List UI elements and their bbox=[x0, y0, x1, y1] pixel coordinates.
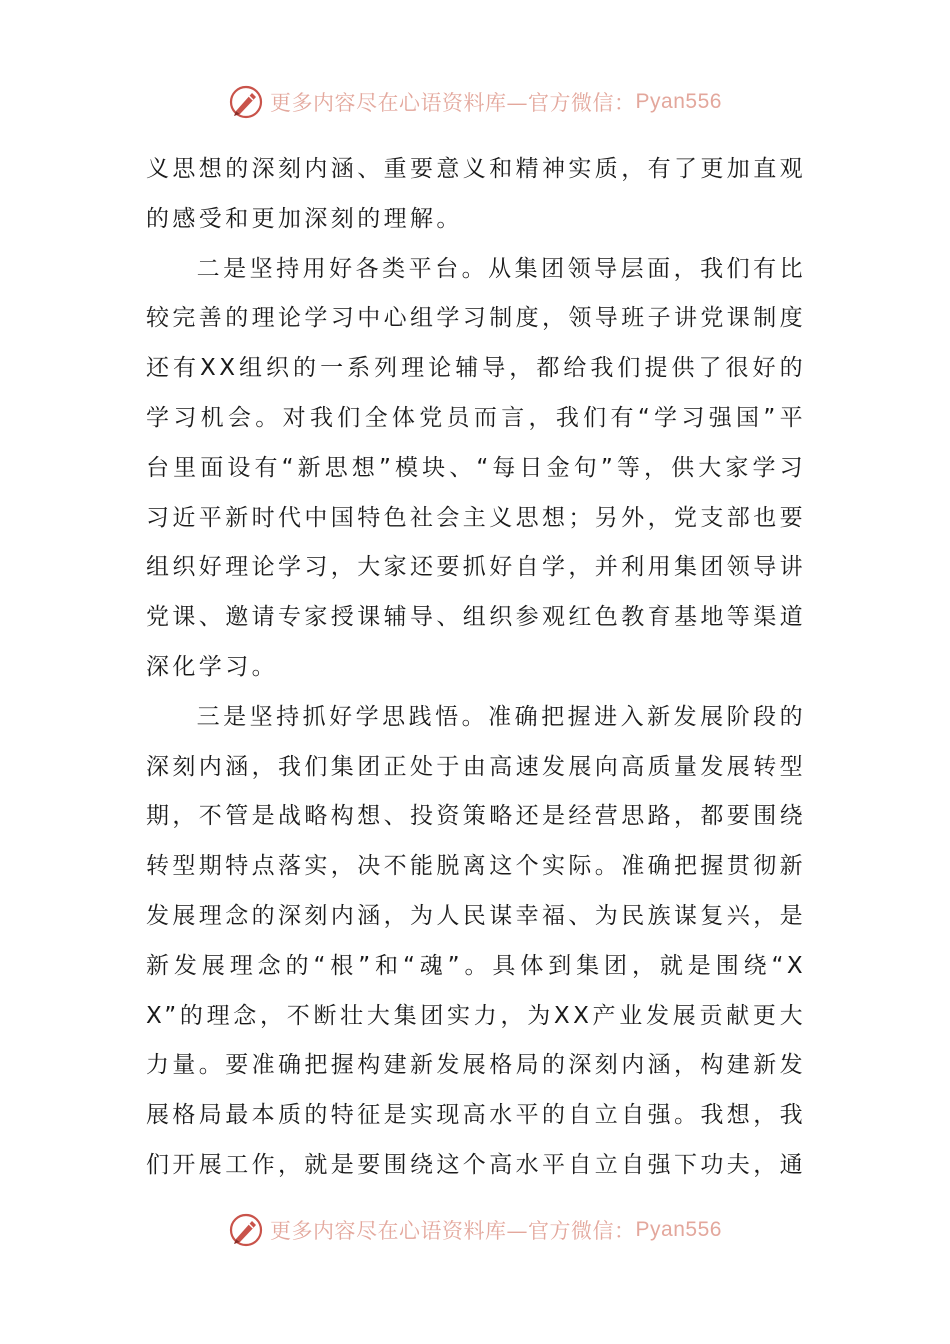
paragraph-practice: 三是坚持抓好学思践悟。准确把握进入新发展阶段的深刻内涵，我们集团正处于由高速发展向高质量发展转型期，不管是战略构想、投资策略还是经营思路，都要围绕转型期特点落实，决不能脱离这个实际。准确把握贯彻新发展理念的深刻内涵，为人民谋幸福、为民族谋复兴，是新发展理念的“根”和“魂”。具体到集团，就是围绕“XX”的理念，不断壮大集团实力，为XX产业发展贡献更大力量。要准确把握构建新发展格局的深刻内涵，构建新发展格局最本质的特征是实现高水平的自立自强。我想，我们开展工作，就是要围绕这个高水平自立自强下功夫，通 bbox=[146, 703, 806, 1178]
footer-watermark bbox=[0, 1208, 950, 1252]
wechat-id: Pyan556 bbox=[635, 90, 722, 113]
pen-logo-icon bbox=[228, 84, 264, 120]
watermark-text: 更多内容尽在心语资料库—官方微信： bbox=[270, 1219, 636, 1243]
header-watermark bbox=[0, 80, 950, 124]
paragraph-continuation: 义思想的深刻内涵、重要意义和精神实质，有了更加直观的感受和更加深刻的理解。 bbox=[146, 156, 806, 232]
pen-logo-icon bbox=[228, 1212, 264, 1248]
wechat-id: Pyan556 bbox=[635, 1218, 722, 1241]
document-body bbox=[146, 145, 806, 1191]
watermark-text: 更多内容尽在心语资料库—官方微信： bbox=[270, 91, 636, 115]
paragraph-platforms: 二是坚持用好各类平台。从集团领导层面，我们有比较完善的理论学习中心组学习制度，领导班子讲党课制度还有XX组织的一系列理论辅导，都给我们提供了很好的学习机会。对我们全体党员而言，我们有“学习强国”平台里面设有“新思想”模块、“每日金句”等，供大家学习习近平新时代中国特色社会主义思想；另外，党支部也要组织好理论学习，大家还要抓好自学，并利用集团领导讲党课、邀请专家授课辅导、组织参观红色教育基地等渠道深化学习。 bbox=[146, 255, 806, 680]
